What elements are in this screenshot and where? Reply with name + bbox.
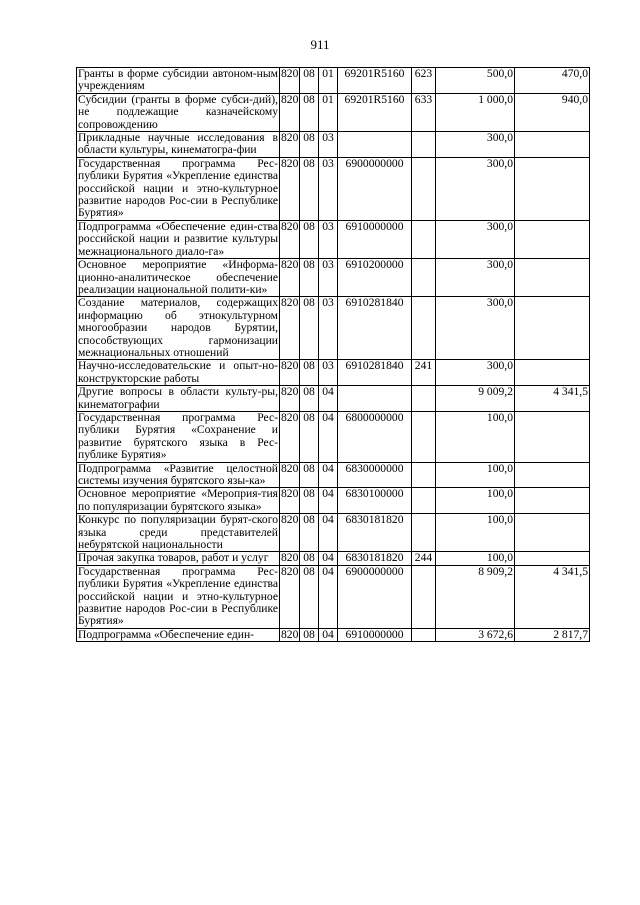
ministry-code-cell: 820	[280, 386, 300, 412]
target-article-cell: 6900000000	[338, 565, 412, 628]
target-article-cell: 6900000000	[338, 157, 412, 220]
ministry-code-cell: 820	[280, 514, 300, 552]
target-article-cell	[338, 132, 412, 158]
amount-total-cell: 500,0	[436, 68, 515, 94]
amount-total-cell: 8 909,2	[436, 565, 515, 628]
target-article-cell: 6830000000	[338, 462, 412, 488]
expense-type-cell	[412, 132, 436, 158]
row-name-cell: Основное мероприятие «Информа-ционно-аналитическое обеспечение реализации национальной полити-ки»	[78, 258, 278, 296]
amount-total-cell: 300,0	[436, 297, 515, 360]
amount-total-cell: 100,0	[436, 514, 515, 552]
subsection-code-cell: 03	[319, 220, 338, 258]
budget-table	[76, 67, 590, 642]
subsection-code-cell: 04	[319, 462, 338, 488]
row-name-cell: Другие вопросы в области культу-ры, кинематографии	[78, 385, 278, 411]
expense-type-cell	[412, 628, 436, 641]
expense-type-cell: 244	[412, 552, 436, 565]
expense-type-cell: 623	[412, 68, 436, 94]
expense-type-cell	[412, 411, 436, 462]
amount-total-cell: 100,0	[436, 411, 515, 462]
table-row	[77, 132, 590, 158]
ministry-code-cell: 820	[281, 628, 299, 641]
table-row	[77, 488, 590, 514]
ministry-code-cell: 820	[280, 488, 300, 514]
row-name-cell: Субсидии (гранты в форме субси-дий), не подлежащие казначейскому сопровождению	[78, 93, 278, 131]
amount-total-cell: 300,0	[436, 132, 515, 158]
table-row	[77, 259, 590, 297]
page-number: 911	[310, 37, 330, 52]
row-name-cell: Государственная программа Рес-публики Бурятия «Укрепление единства российской нации и этно-культурное развитие народов Рос-сии в Республике Бурятия»	[78, 565, 278, 628]
row-name-cell: Прочая закупка товаров, работ и услуг	[77, 552, 280, 565]
target-article-cell: 6830100000	[338, 488, 412, 514]
subsection-code-cell: 04	[319, 565, 338, 628]
section-code-cell: 08	[300, 565, 319, 628]
amount-total-cell: 100,0	[436, 462, 515, 488]
expense-type-cell	[412, 157, 436, 220]
table-row	[77, 462, 590, 488]
row-name-cell: Прикладные научные исследования в области культуры, кинематогра-фии	[78, 131, 278, 157]
amount-federal-cell	[515, 488, 590, 514]
ministry-code-cell: 820	[280, 132, 300, 158]
row-name-cell: Конкурс по популяризации бурят-ского языка среди представителей небурятской национальности	[78, 513, 278, 552]
target-article-cell	[338, 386, 412, 412]
ministry-code-cell: 820	[280, 462, 300, 488]
subsection-code-cell: 03	[319, 259, 338, 297]
amount-federal-cell	[515, 514, 590, 552]
ministry-code-cell: 820	[281, 551, 299, 565]
amount-federal-cell	[515, 360, 590, 386]
row-name-cell: Подпрограмма «Обеспечение един-ства российской нации и развитие культуры межнационального диало-га»	[78, 220, 278, 258]
subsection-code-cell: 04	[319, 514, 338, 552]
row-name-cell: Государственная программа Рес-публики Бурятия «Укрепление единства российской нации и этно-культурное развитие народов Рос-сии в Республике Бурятия»	[78, 157, 278, 220]
amount-federal-cell: 4 341,5	[515, 386, 590, 412]
subsection-code-cell: 03	[319, 157, 338, 220]
ministry-code-cell: 820	[280, 93, 300, 131]
row-name-cell: Научно-исследовательские и опыт-но-конструкторские работы	[78, 359, 278, 385]
amount-federal-cell: 470,0	[515, 68, 590, 94]
row-name-cell: Основное мероприятие «Мероприя-тия по популяризации бурятского языка»	[78, 487, 278, 513]
ministry-code-cell: 820	[280, 297, 300, 360]
amount-federal-cell	[515, 259, 590, 297]
section-code-cell: 08	[300, 488, 319, 514]
target-article-cell: 6830181820	[338, 552, 412, 565]
section-code-cell: 08	[300, 514, 319, 552]
table-row	[77, 360, 590, 386]
amount-total-cell: 300,0	[436, 360, 515, 386]
table-row	[77, 386, 590, 412]
expense-type-cell	[412, 386, 436, 412]
amount-total-cell: 9 009,2	[436, 386, 515, 412]
target-article-cell: 6910281840	[338, 297, 412, 360]
amount-federal-cell	[515, 411, 590, 462]
amount-total-cell: 100,0	[436, 488, 515, 514]
ministry-code-cell: 820	[280, 565, 300, 628]
amount-total-cell: 3 672,6	[436, 628, 515, 641]
amount-total-cell: 1 000,0	[436, 93, 515, 131]
target-article-cell: 6830181820	[338, 514, 412, 552]
expense-type-cell: 241	[412, 360, 436, 386]
amount-federal-cell	[515, 297, 590, 360]
table-row	[77, 157, 590, 220]
table-row	[77, 628, 590, 641]
table-row	[77, 220, 590, 258]
section-code-cell: 08	[300, 628, 319, 641]
table-row	[77, 297, 590, 360]
target-article-cell: 69201R5160	[338, 68, 412, 94]
ministry-code-cell: 820	[280, 68, 300, 94]
target-article-cell: 69201R5160	[338, 93, 412, 131]
subsection-code-cell: 01	[319, 68, 338, 94]
expense-type-cell	[412, 565, 436, 628]
table-row	[77, 565, 590, 628]
row-name-cell: Государственная программа Рес-публики Бурятия «Сохранение и развитие бурятского языка в Рес-публике Бурятия»	[78, 411, 278, 462]
expense-type-cell	[412, 297, 436, 360]
ministry-code-cell: 820	[280, 411, 300, 462]
expense-type-cell	[412, 488, 436, 514]
amount-federal-cell	[515, 462, 590, 488]
subsection-code-cell: 03	[319, 360, 338, 386]
table-row	[77, 68, 590, 94]
amount-federal-cell: 4 341,5	[515, 565, 590, 628]
section-code-cell: 08	[300, 297, 319, 360]
subsection-code-cell: 04	[319, 628, 338, 641]
row-name-cell: Создание материалов, содержащих информацию об этнокультурном многообразии народов Бурятии, способствующих гармонизации межнациональных отношений	[78, 296, 278, 359]
subsection-code-cell: 01	[319, 93, 338, 131]
ministry-code-cell: 820	[280, 220, 300, 258]
amount-total-cell: 300,0	[436, 157, 515, 220]
expense-type-cell	[412, 514, 436, 552]
section-code-cell: 08	[300, 552, 319, 565]
target-article-cell: 6800000000	[338, 411, 412, 462]
amount-total-cell: 100,0	[436, 552, 515, 565]
table-body	[77, 68, 590, 642]
section-code-cell: 08	[300, 462, 319, 488]
subsection-code-cell: 04	[319, 552, 338, 565]
target-article-cell: 6910000000	[338, 628, 412, 641]
subsection-code-cell: 04	[319, 411, 338, 462]
row-name-cell: Гранты в форме субсидии автоном-ным учреждениям	[78, 67, 278, 93]
row-name-cell: Подпрограмма «Развитие целостной системы изучения бурятского язы-ка»	[78, 462, 278, 487]
subsection-code-cell: 04	[319, 488, 338, 514]
row-name-cell: Подпрограмма «Обеспечение един-	[77, 628, 280, 641]
section-code-cell: 08	[300, 93, 319, 131]
table-row	[77, 93, 590, 131]
table-row	[77, 552, 590, 565]
table-row	[77, 514, 590, 552]
ministry-code-cell: 820	[280, 259, 300, 297]
amount-federal-cell	[515, 132, 590, 158]
expense-type-cell	[412, 220, 436, 258]
ministry-code-cell: 820	[280, 360, 300, 386]
target-article-cell: 6910200000	[338, 259, 412, 297]
section-code-cell: 08	[300, 386, 319, 412]
target-article-cell: 6910000000	[338, 220, 412, 258]
expense-type-cell	[412, 259, 436, 297]
section-code-cell: 08	[300, 68, 319, 94]
section-code-cell: 08	[300, 411, 319, 462]
section-code-cell: 08	[300, 220, 319, 258]
subsection-code-cell: 03	[319, 297, 338, 360]
amount-total-cell: 300,0	[436, 220, 515, 258]
target-article-cell: 6910281840	[338, 360, 412, 386]
expense-type-cell: 633	[412, 93, 436, 131]
amount-federal-cell: 940,0	[515, 93, 590, 131]
amount-federal-cell	[515, 157, 590, 220]
amount-total-cell: 300,0	[436, 259, 515, 297]
amount-federal-cell	[515, 552, 590, 565]
section-code-cell: 08	[300, 259, 319, 297]
subsection-code-cell: 04	[319, 386, 338, 412]
amount-federal-cell	[515, 220, 590, 258]
ministry-code-cell: 820	[280, 157, 300, 220]
section-code-cell: 08	[300, 360, 319, 386]
section-code-cell: 08	[300, 157, 319, 220]
expense-type-cell	[412, 462, 436, 488]
table-row	[77, 411, 590, 462]
subsection-code-cell: 03	[319, 132, 338, 158]
amount-federal-cell: 2 817,7	[515, 628, 590, 641]
section-code-cell: 08	[300, 132, 319, 158]
